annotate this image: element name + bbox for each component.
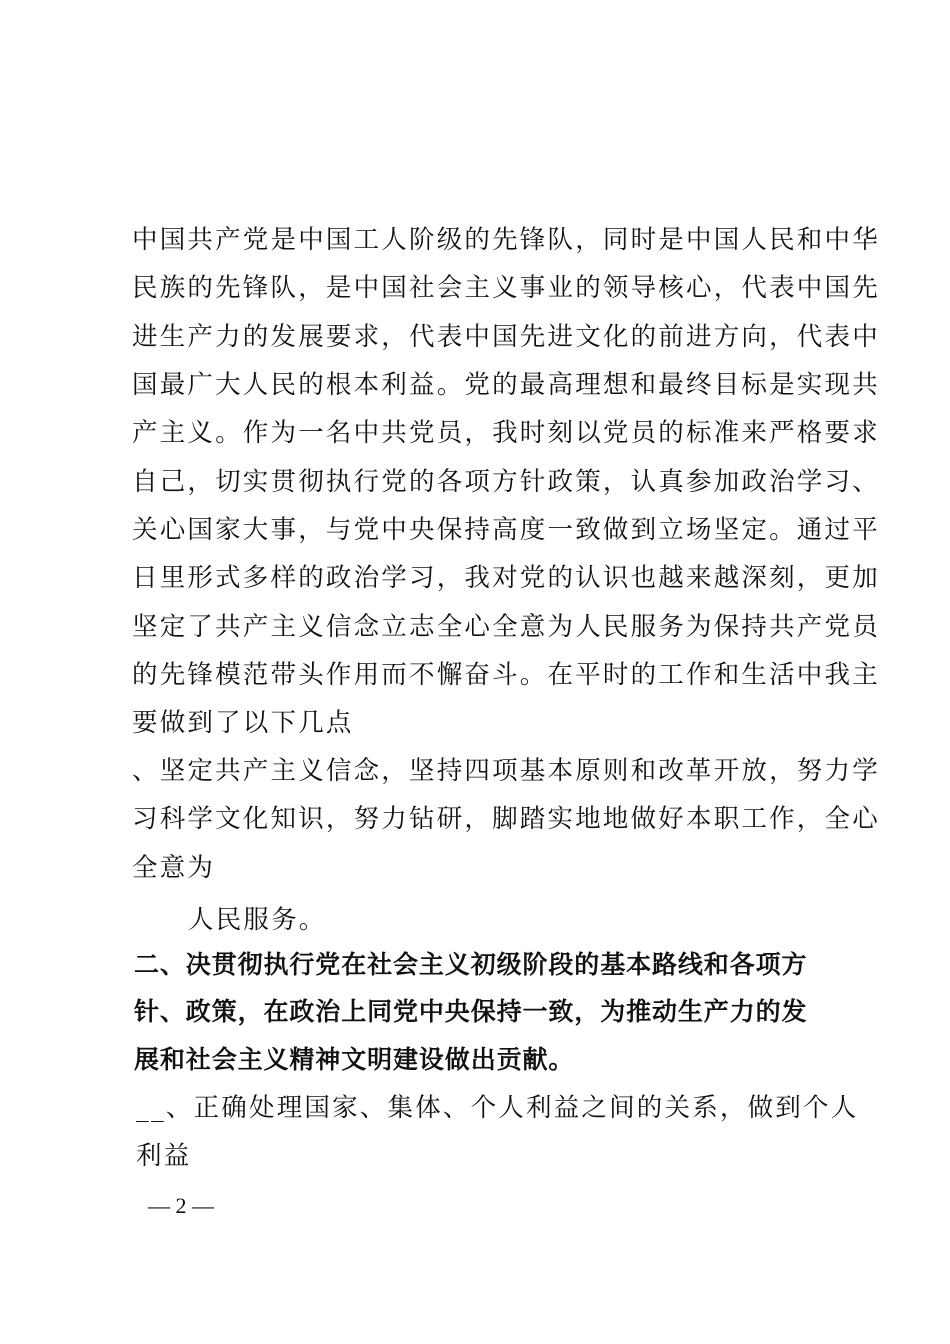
body-line-1: 中国共产党是中国工人阶级的先锋队，同时是中国人民和中华 (132, 225, 880, 255)
body-line-15: 人民服务。 (188, 905, 327, 935)
body-line-5: 产主义。作为一名中共党员，我时刻以党员的标准来严格要求 (132, 418, 880, 448)
section-heading-line-3: 展和社会主义精神文明建设做出贡献。 (134, 1045, 575, 1074)
body-line-8: 日里形式多样的政治学习，我对党的认识也越来越深刻，更加 (132, 563, 880, 593)
section-heading-line-2: 针、政策，在政治上同党中央保持一致，为推动生产力的发 (134, 997, 808, 1026)
section-heading-line-1: 二、决贯彻执行党在社会主义初级阶段的基本路线和各项方 (134, 950, 808, 979)
body-line-19: __、正确处理国家、集体、个人利益之间的关系，做到个人 (136, 1093, 859, 1123)
body-line-12: 、坚定共产主义信念，坚持四项基本原则和改革开放，努力学 (132, 756, 880, 786)
body-line-11: 要做到了以下几点 (132, 708, 354, 738)
body-line-2: 民族的先锋队，是中国社会主义事业的领导核心，代表中国先 (132, 273, 880, 303)
body-line-7: 关心国家大事，与党中央保持高度一致做到立场坚定。通过平 (132, 515, 880, 545)
body-line-6: 自己，切实贯彻执行党的各项方针政策，认真参加政治学习、 (132, 467, 880, 497)
body-line-4: 国最广大人民的根本利益。党的最高理想和最终目标是实现共 (132, 370, 880, 400)
page-number: — 2 — (148, 1193, 214, 1218)
body-line-13: 习科学文化知识，努力钻研，脚踏实地地做好本职工作，全心 (132, 804, 880, 834)
body-line-20: 利益 (136, 1141, 192, 1171)
body-line-9: 坚定了共产主义信念立志全心全意为人民服务为保持共产党员 (132, 612, 880, 642)
body-line-14: 全意为 (132, 853, 216, 883)
body-line-3: 进生产力的发展要求，代表中国先进文化的前进方向，代表中 (132, 322, 880, 352)
body-line-10: 的先锋模范带头作用而不懈奋斗。在平时的工作和生活中我主 (132, 660, 880, 690)
